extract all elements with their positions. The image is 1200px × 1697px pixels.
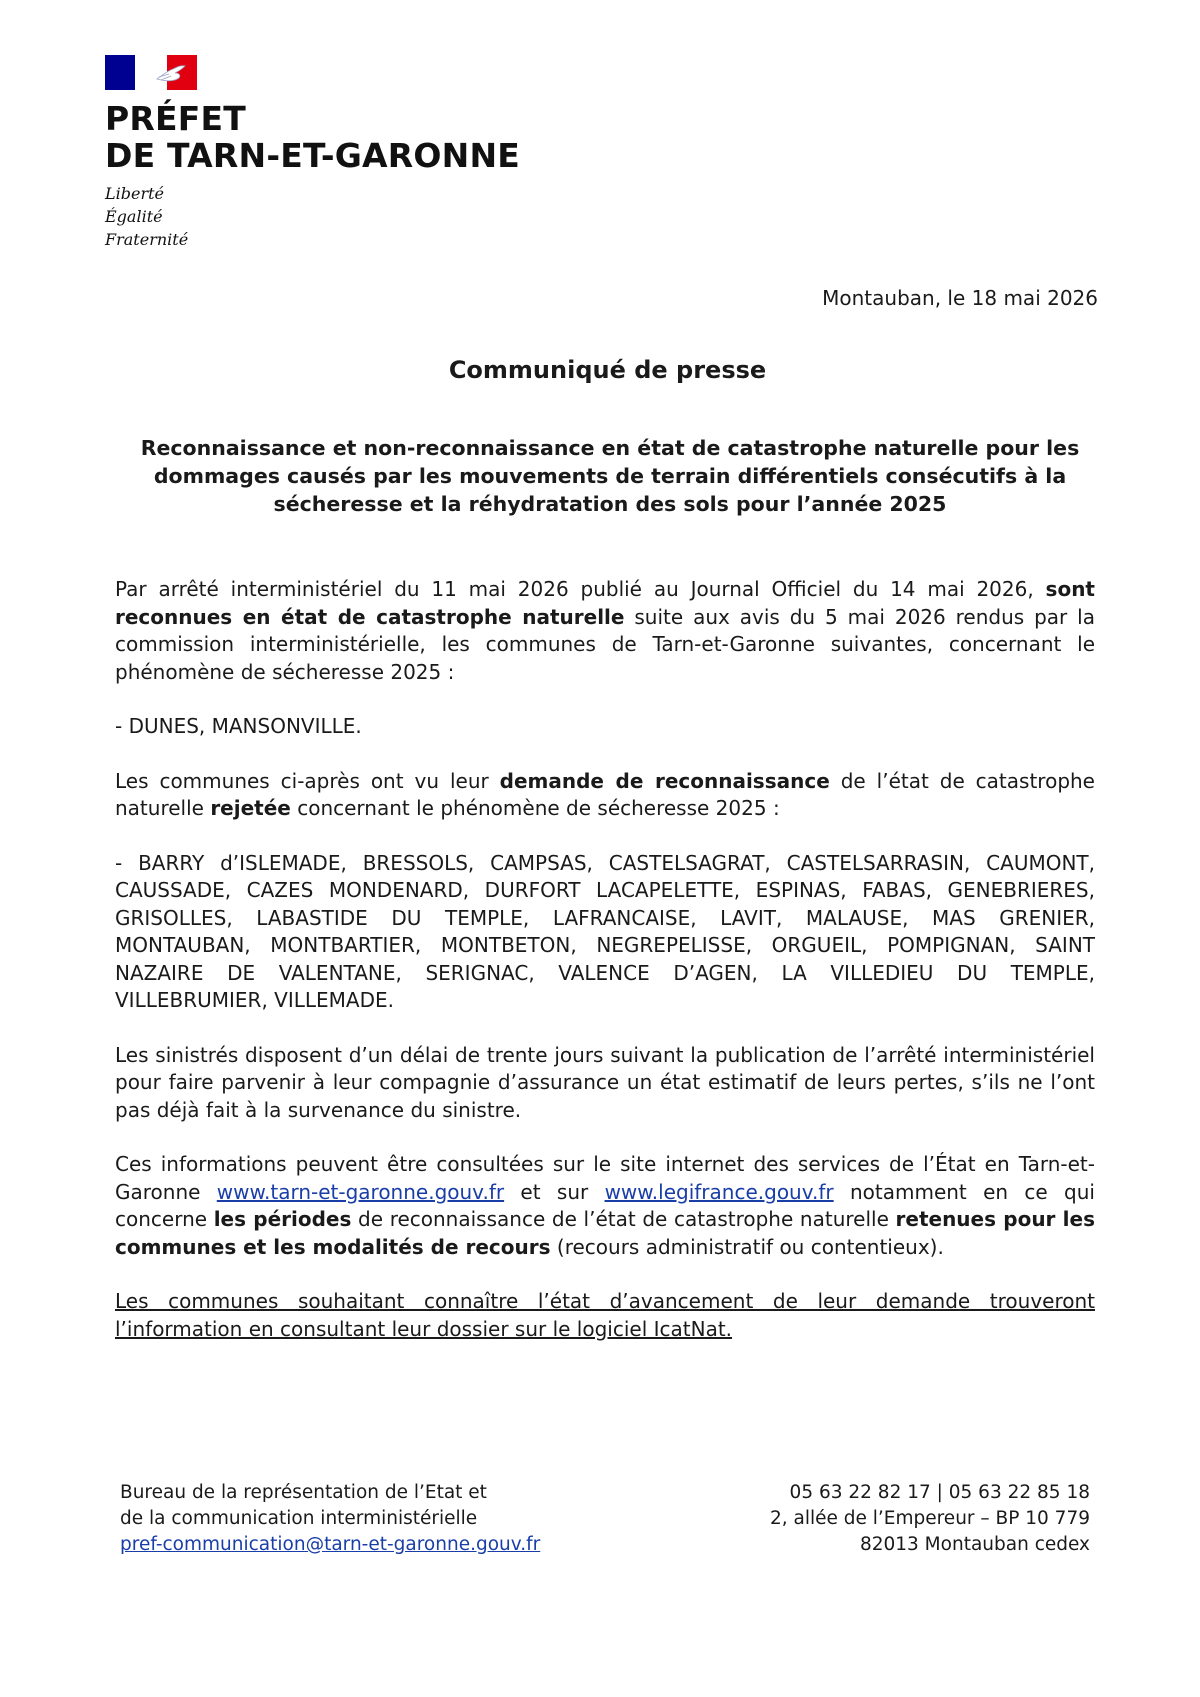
- subject-heading: [115, 434, 1105, 518]
- paragraph-rejection: [115, 768, 1095, 823]
- prefecture-name-line2: DE TARN-ET-GARONNE: [105, 136, 521, 175]
- footer-address-line: 82013 Montauban cedex: [859, 1534, 1090, 1555]
- paragraph-icatnat: Les communes souhaitant connaître l’état d’avancement de leur demande trouveront l’information en consultant leur dossier sur le logiciel IcatNat.: [115, 1289, 1095, 1341]
- text: (recours administratif ou contentieux).: [550, 1234, 944, 1259]
- prefecture-logo: [105, 55, 525, 251]
- footer-address-line: 2, allée de l’Empereur – BP 10 779: [769, 1508, 1090, 1529]
- rejected-communes-list: - BARRY d’ISLEMADE, BRESSOLS, CAMPSAS, CASTELSAGRAT, CASTELSARRASIN, CAUMONT, CAUSSADE, CAZES MONDENARD, DURFORT LACAPELETTE, ESPINAS, FABAS, GENEBRIERES, GRISOLLES, LABASTIDE DU TEMPLE, LAFRANCAISE, LAVIT, MALAUSE, MAS GRENIER, MONTAUBAN, MONTBARTIER, MONTBETON, NEGREPELISSE, ORGUEIL, POMPIGNAN, SAINT NAZAIRE DE VALENTANE, SERIGNAC, VALENCE D’AGEN, LA VILLEDIEU DU TEMPLE, VILLEBRUMIER, VILLEMADE.: [115, 850, 1095, 1012]
- subject-line: dommages causés par les mouvements de terrain différentiels consécutifs à la: [153, 464, 1067, 488]
- text: concernant le phénomène de sécheresse 2025 :: [290, 796, 780, 820]
- tarn-et-garonne-website-link[interactable]: www.tarn-et-garonne.gouv.fr: [216, 1179, 505, 1204]
- text: suite aux avis du 5 mai 2026 rendus par la commission interministérielle, les communes de Tarn-et-Garonne suivantes, concernant le phénomène de sécheresse 2025 :: [115, 604, 1095, 684]
- marianne-flag-icon: [105, 55, 197, 90]
- footer-phones: 05 63 22 82 17 | 05 63 22 85 18: [789, 1482, 1090, 1503]
- bold-text: rejetée: [210, 796, 291, 820]
- text: Les communes ci-après ont vu leur: [115, 768, 500, 793]
- prefecture-name: [105, 100, 525, 174]
- paragraph-recognition: [115, 576, 1095, 686]
- text: Par arrêté interministériel du 11 mai 2026 publié au Journal Officiel du 14 mai 2026,: [115, 577, 1046, 601]
- motto-liberte: Liberté: [105, 184, 164, 203]
- document-body: [115, 576, 1095, 1370]
- communication-email-link[interactable]: pref-communication@tarn-et-garonne.gouv.fr: [120, 1534, 541, 1555]
- subject-line: sécheresse et la réhydratation des sols pour l’année 2025: [273, 492, 947, 516]
- footer-contact-office: [120, 1480, 540, 1558]
- paragraph-deadline: Les sinistrés disposent d’un délai de trente jours suivant la publication de l’arrêté interministériel pour faire parvenir à leur compagnie d’assurance un état estimatif de leurs pertes, s’ils ne l’ont pas déjà fait à la survenance du sinistre.: [115, 1042, 1095, 1122]
- document-date: Montauban, le 18 mai 2026: [822, 286, 1098, 310]
- recognized-communes-list: - DUNES, MANSONVILLE.: [115, 714, 362, 738]
- motto-fraternite: Fraternité: [105, 230, 189, 249]
- bold-text: retenues pour les communes et les modalités de recours: [115, 1207, 1095, 1259]
- marianne-profile-icon: [155, 61, 195, 85]
- bold-text: demande de reconnaissance: [499, 768, 830, 793]
- paragraph-information: [115, 1151, 1095, 1261]
- footer-office-line: de la communication interministérielle: [120, 1508, 478, 1529]
- republic-motto: [105, 182, 525, 251]
- text: Ces informations peuvent être consultées sur le site internet des services de l’État en Tarn-et-Garonne: [115, 1152, 1095, 1204]
- text: et sur: [504, 1179, 605, 1204]
- text: de l’état de catastrophe naturelle: [115, 768, 1095, 820]
- motto-egalite: Égalité: [105, 207, 163, 226]
- prefecture-name-line1: PRÉFET: [105, 99, 246, 138]
- subject-line: Reconnaissance et non-reconnaissance en état de catastrophe naturelle pour les: [140, 436, 1080, 460]
- bold-text: sont reconnues en état de catastrophe naturelle: [115, 577, 1095, 629]
- footer-contact-address: [770, 1480, 1090, 1558]
- legifrance-website-link[interactable]: www.legifrance.gouv.fr: [604, 1179, 834, 1204]
- text: notamment en ce qui concerne: [115, 1179, 1095, 1231]
- press-release-title: Communiqué de presse: [448, 356, 767, 384]
- footer-office-line: Bureau de la représentation de l’Etat et: [120, 1482, 487, 1503]
- text: de reconnaissance de l’état de catastrophe naturelle: [351, 1207, 896, 1231]
- bold-text: les périodes: [213, 1207, 352, 1231]
